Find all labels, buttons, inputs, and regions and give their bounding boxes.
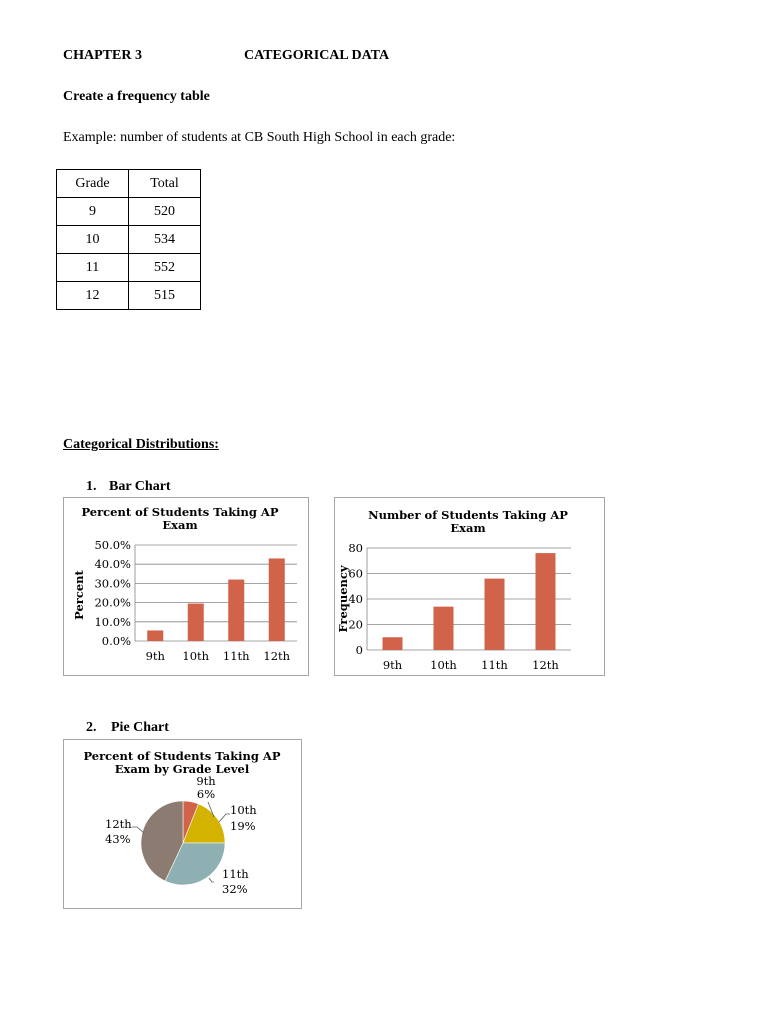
y-tick-label: 20 xyxy=(348,617,363,632)
table-cell: 12 xyxy=(57,282,129,310)
table-cell: 534 xyxy=(129,226,201,254)
table-cell: 515 xyxy=(129,282,201,310)
x-tick-label: 9th xyxy=(145,649,165,663)
slice-label: 12th xyxy=(105,817,132,831)
y-tick-label: 20.0% xyxy=(94,595,131,610)
bar xyxy=(485,579,505,650)
bar-chart-frequency-svg xyxy=(335,498,604,675)
bar-chart-percent-svg xyxy=(64,498,308,675)
chart-title-line: Percent of Students Taking AP xyxy=(81,505,279,519)
slice-label: 9th xyxy=(196,774,216,788)
slice-percent: 19% xyxy=(230,819,256,833)
bar xyxy=(188,604,204,641)
table-row xyxy=(57,282,201,310)
bar xyxy=(383,637,403,650)
example-text: Example: number of students at CB South High School in each grade: xyxy=(63,130,456,145)
table-cell: 11 xyxy=(57,254,129,282)
y-axis-label: Frequency xyxy=(336,565,350,633)
y-tick-label: 30.0% xyxy=(94,576,131,591)
y-tick-label: 50.0% xyxy=(94,538,131,552)
section-title-distributions: Categorical Distributions: xyxy=(63,437,219,452)
table-header-row xyxy=(57,170,201,198)
slice-label: 10th xyxy=(230,803,257,817)
bar-chart-percent xyxy=(63,497,309,676)
slice-label: 11th xyxy=(222,867,249,881)
section-title-frequency: Create a frequency table xyxy=(63,89,210,104)
leader-line xyxy=(209,878,214,882)
bar xyxy=(228,580,244,641)
y-tick-label: 0 xyxy=(355,643,363,657)
list-label-pie-chart: Pie Chart xyxy=(111,720,169,735)
leader-line xyxy=(219,814,230,822)
table-cell: 520 xyxy=(129,198,201,226)
chapter-topic: CATEGORICAL DATA xyxy=(244,48,390,63)
x-tick-label: 11th xyxy=(481,658,508,672)
bar xyxy=(536,553,556,650)
x-tick-label: 12th xyxy=(263,649,291,663)
y-tick-label: 40 xyxy=(348,592,363,606)
pie-chart-svg xyxy=(64,740,301,908)
table-header-cell: Total xyxy=(129,170,201,198)
chart-title-line: Exam by Grade Level xyxy=(114,762,250,776)
slice-percent: 6% xyxy=(196,787,216,801)
chapter-label: CHAPTER 3 xyxy=(63,48,142,63)
list-number-1: 1. xyxy=(86,479,97,494)
table-row xyxy=(57,198,201,226)
chart-title-line: Exam xyxy=(162,518,198,532)
slice-percent: 43% xyxy=(105,832,131,846)
y-tick-label: 10.0% xyxy=(94,614,131,629)
y-tick-label: 60 xyxy=(348,566,363,581)
chart-title-line: Number of Students Taking AP xyxy=(368,508,568,522)
y-tick-label: 0.0% xyxy=(101,634,131,648)
table-cell: 552 xyxy=(129,254,201,282)
list-number-2: 2. xyxy=(86,720,97,735)
x-tick-label: 10th xyxy=(430,658,457,672)
slice-percent: 32% xyxy=(222,882,248,896)
y-tick-label: 40.0% xyxy=(94,557,131,572)
chart-title-line: Percent of Students Taking AP xyxy=(83,749,281,763)
frequency-table xyxy=(56,169,201,310)
bar xyxy=(434,607,454,650)
list-label-bar-chart: Bar Chart xyxy=(109,479,171,494)
x-tick-label: 10th xyxy=(182,649,210,663)
bar-chart-frequency xyxy=(334,497,605,676)
pie-chart-grade-level xyxy=(63,739,302,909)
table-row xyxy=(57,226,201,254)
table-cell: 10 xyxy=(57,226,129,254)
table-row xyxy=(57,254,201,282)
chart-title-line: Exam xyxy=(450,521,486,535)
bar xyxy=(147,630,163,641)
y-axis-label: Percent xyxy=(72,570,86,620)
x-tick-label: 12th xyxy=(532,658,559,672)
x-tick-label: 11th xyxy=(222,649,250,663)
y-tick-label: 80 xyxy=(348,541,363,555)
table-cell: 9 xyxy=(57,198,129,226)
x-tick-label: 9th xyxy=(382,658,403,672)
bar xyxy=(269,558,285,641)
table-header-cell: Grade xyxy=(57,170,129,198)
